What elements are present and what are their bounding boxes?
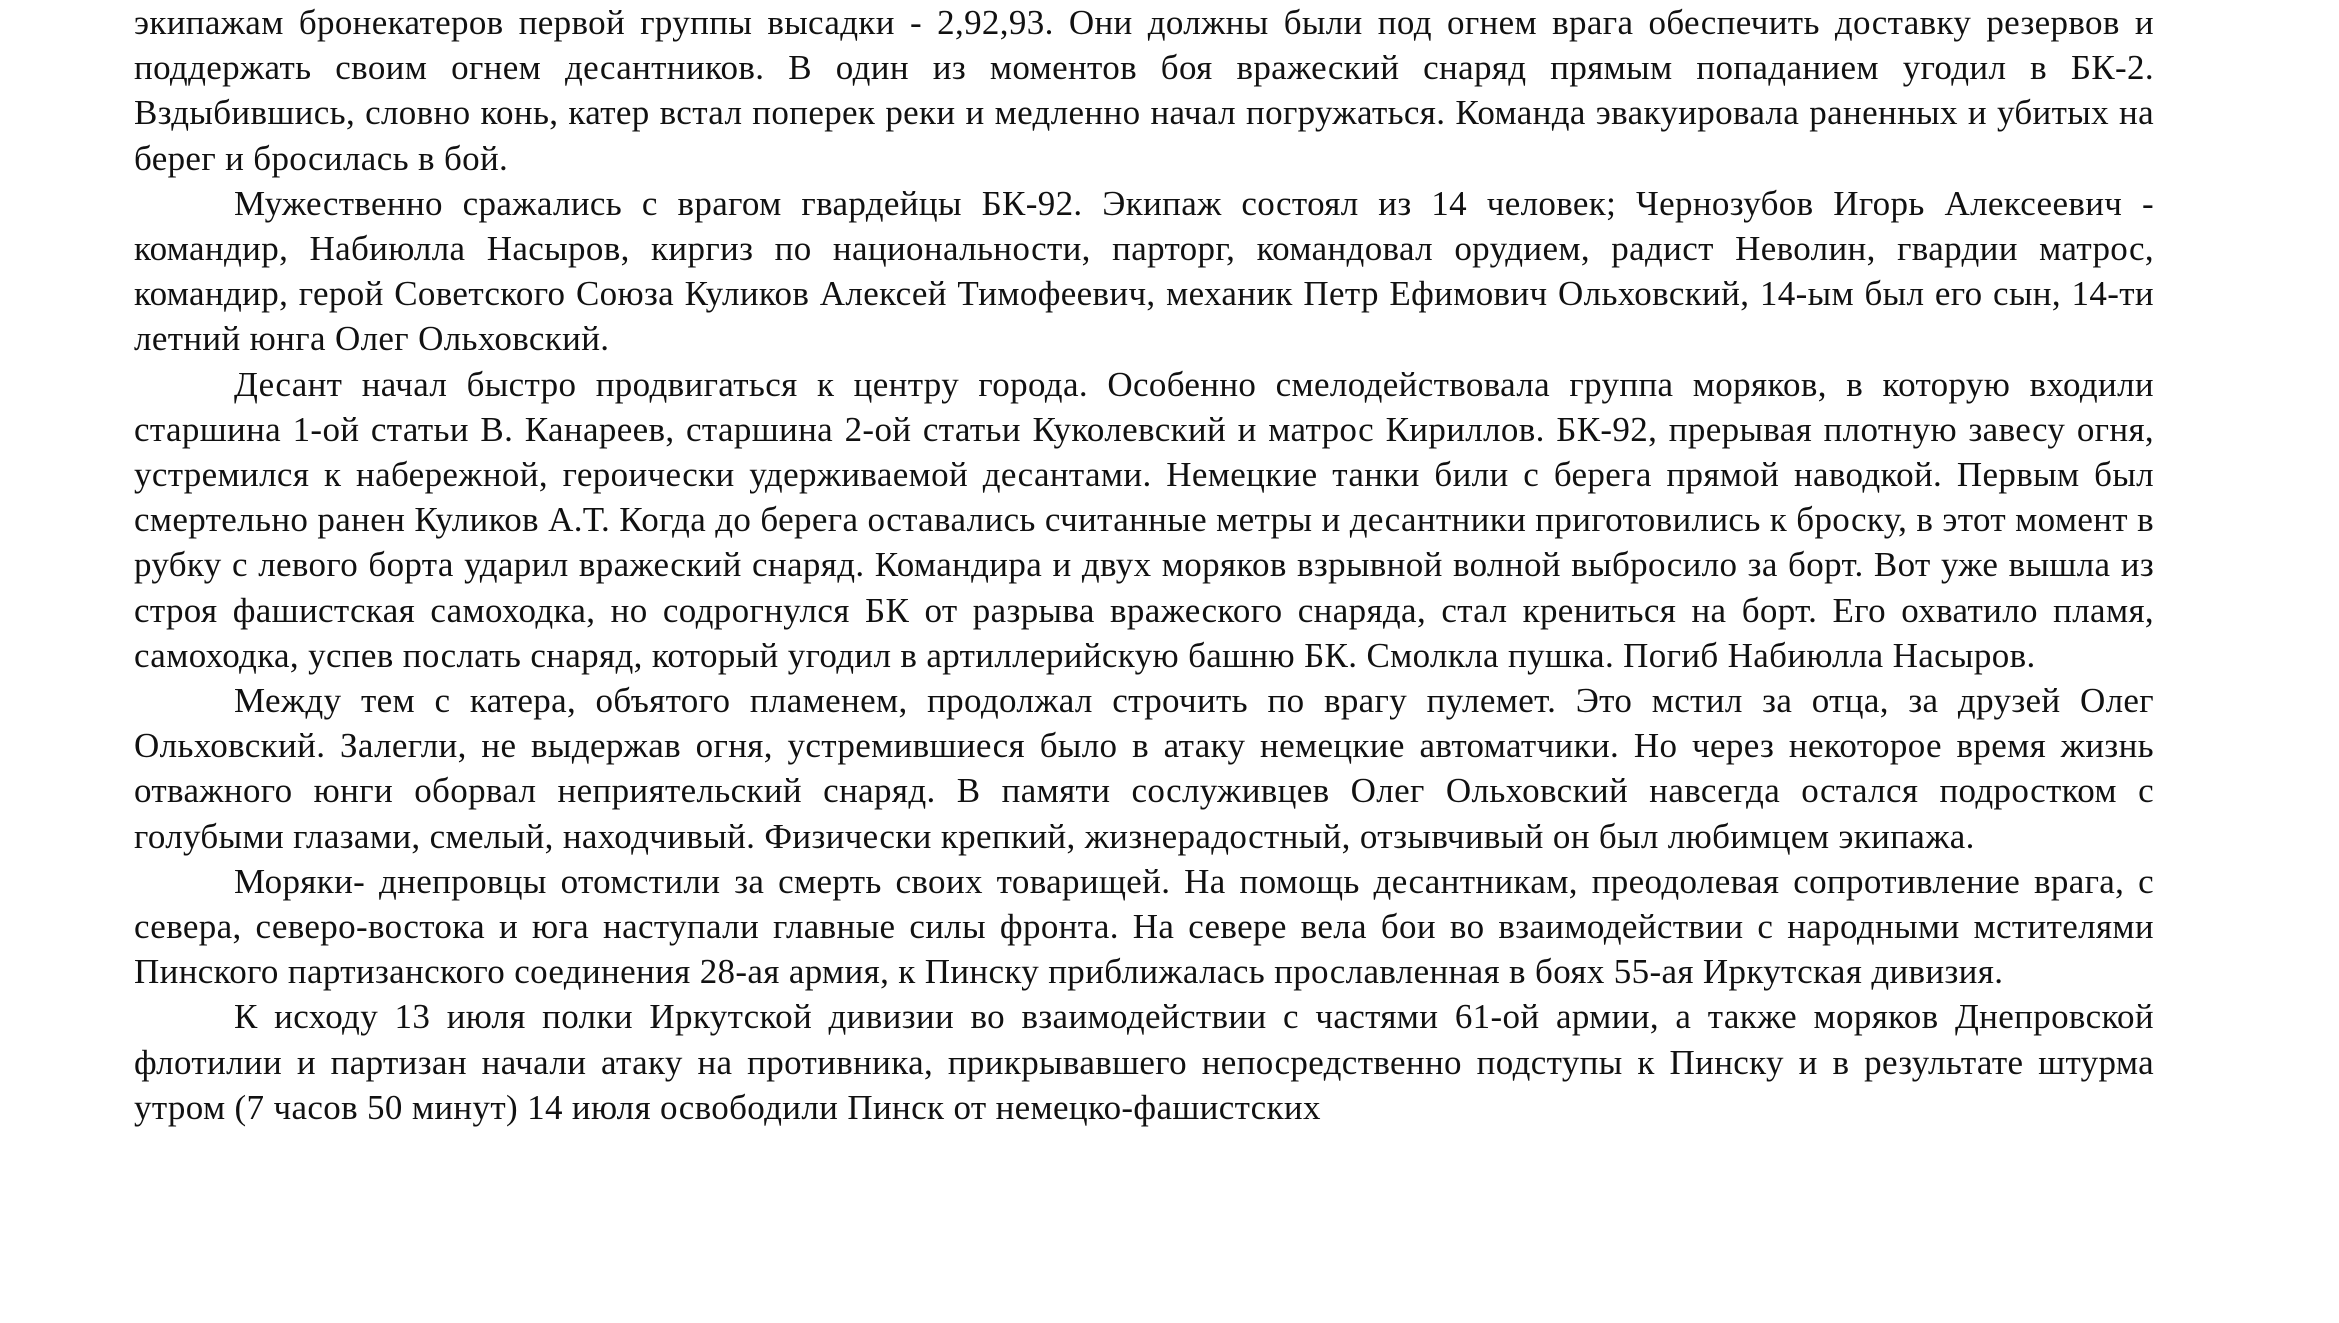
paragraph-2: Мужественно сражались с врагом гвардейцы БК-92. Экипаж состоял из 14 человек; Чернозубов Игорь Алексеевич - командир, Набиюлла Насыров, киргиз по национальности, парторг, командовал орудием, радист Неволин, гвардии матрос, командир, герой Советского Союза Куликов Алексей Тимофеевич, механик Петр Ефимович Ольховский, 14-ым был его сын, 14-ти летний юнга Олег Ольховский. (134, 183, 2154, 359)
paragraph-1: экипажам бронекатеров первой группы высадки - 2,92,93. Они должны были под огнем врага обеспечить доставку резервов и поддержать своим огнем десантников. В один из моментов боя вражеский снаряд прямым попаданием угодил в БК-2. Вздыбившись, словно конь, катер встал поперек реки и медленно начал погружаться. Команда эвакуировала раненных и убитых на берег и бросилась в бой. (134, 3, 2154, 178)
paragraph-3: Десант начал быстро продвигаться к центру города. Особенно смелодействовала группа моряков, в которую входили старшина 1-ой статьи В. Канареев, старшина 2-ой статьи Куколевский и матрос Кириллов. БК-92, прерывая плотную завесу огня, устремился к набережной, героически удерживаемой десантами. Немецкие танки били с берега прямой наводкой. Первым был смертельно ранен Куликов А.Т. Когда до берега оставались считанные метры и десантники приготовились к броску, в этот момент в рубку с левого борта ударил вражеский снаряд. Командира и двух моряков взрывной волной выбросило за борт. Вот уже вышла из строя фашистская самоходка, но содрогнулся БК от разрыва вражеского снаряда, стал крениться на борт. Его охватило пламя, самоходка, успев послать снаряд, который угодил в артиллерийскую башню БК. Смолкла пушка. Погиб Набиюлла Насыров. (134, 364, 2154, 675)
paragraph-6: К исходу 13 июля полки Иркутской дивизии во взаимодействии с частями 61-ой армии, а также моряков Днепровской флотилии и партизан начали атаку на противника, прикрывавшего непосредственно подступы к Пинску и в результате штурма утром (7 часов 50 минут) 14 июля освободили Пинск от немецко-фашистских (134, 997, 2154, 1127)
paragraph-5: Моряки- днепровцы отомстили за смерть своих товарищей. На помощь десантникам, преодолевая сопротивление врага, с севера, северо-востока и юга наступали главные силы фронта. На севере вела бои во взаимодействии с народными мстителями Пинского партизанского соединения 28-ая армия, к Пинску приближалась прославленная в боях 55-ая Иркутская дивизия. (134, 861, 2154, 992)
document-page (134, 0, 2154, 1130)
paragraph-4: Между тем с катера, объятого пламенем, продолжал строчить по врагу пулемет. Это мстил за отца, за друзей Олег Ольховский. Залегли, не выдержав огня, устремившиеся было в атаку немецкие автоматчики. Но через некоторое время жизнь отважного юнги оборвал неприятельский снаряд. В памяти сослуживцев Олег Ольховский навсегда остался подростком с голубыми глазами, смелый, находчивый. Физически крепкий, жизнерадостный, отзывчивый он был любимцем экипажа. (134, 681, 2154, 856)
